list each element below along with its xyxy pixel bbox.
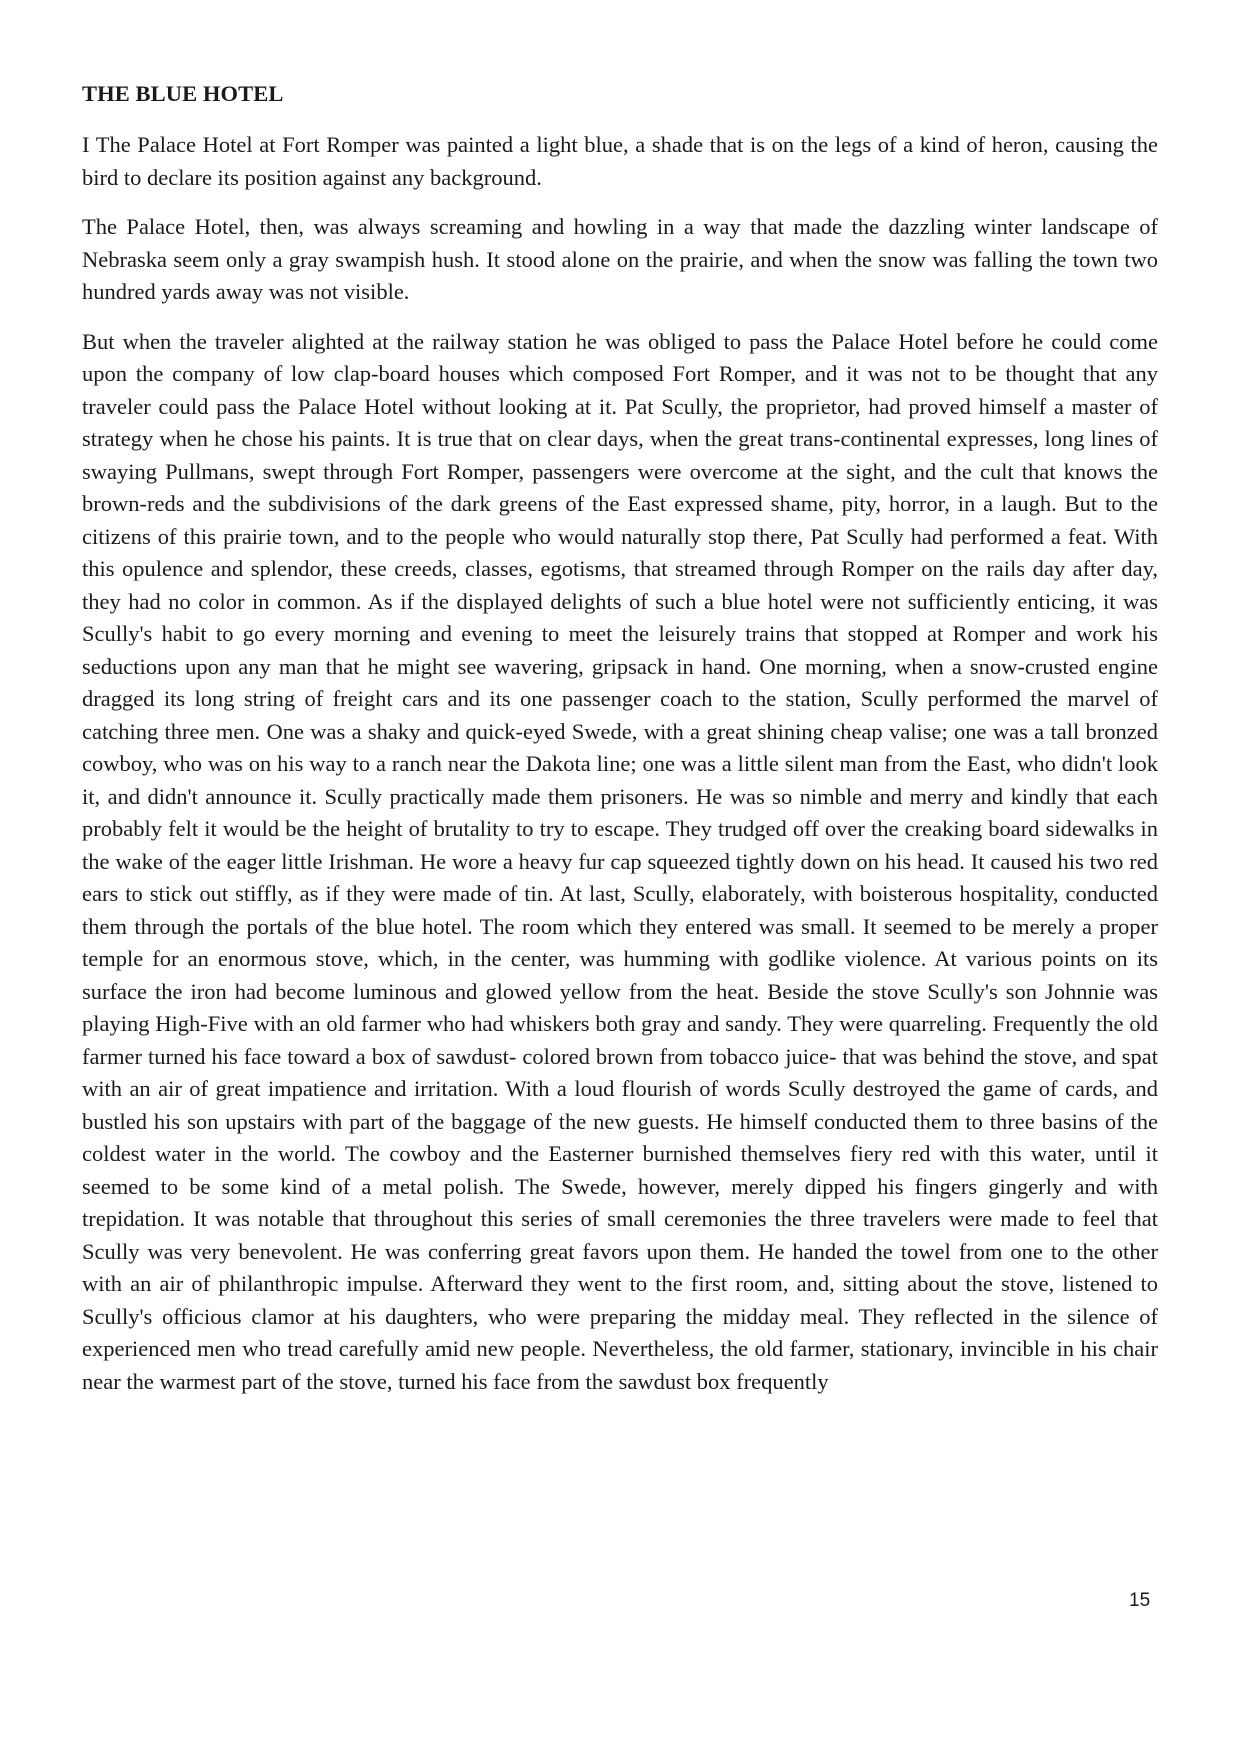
document-title: THE BLUE HOTEL xyxy=(82,81,284,106)
document-page xyxy=(82,80,1158,1415)
paragraph-2: The Palace Hotel, then, was always screaming and howling in a way that made the dazzling winter landscape of Nebraska seem only a gray swampish hush. It stood alone on the prairie, and when the snow was falling the town two hundred yards away was not visible. xyxy=(82,214,1158,304)
paragraph-1: I The Palace Hotel at Fort Romper was painted a light blue, a shade that is on the legs of a kind of heron, causing the bird to declare its position against any background. xyxy=(82,132,1158,190)
paragraph-3: But when the traveler alighted at the railway station he was obliged to pass the Palace Hotel before he could come upon the company of low clap-board houses which composed Fort Romper, and it was not to be thought that any traveler could pass the Palace Hotel without looking at it. Pat Scully, the proprietor, had proved himself a master of strategy when he chose his paints. It is true that on clear days, when the great trans-continental expresses, long lines of swaying Pullmans, swept through Fort Romper, passengers were overcome at the sight, and the cult that knows the brown-reds and the subdivisions of the dark greens of the East expressed shame, pity, horror, in a laugh. But to the citizens of this prairie town, and to the people who would naturally stop there, Pat Scully had performed a feat. With this opulence and splendor, these creeds, classes, egotisms, that streamed through Romper on the rails day after day, they had no color in common. As if the displayed delights of such a blue hotel were not sufficiently enticing, it was Scully's habit to go every morning and evening to meet the leisurely trains that stopped at Romper and work his seductions upon any man that he might see wavering, gripsack in hand. One morning, when a snow-crusted engine dragged its long string of freight cars and its one passenger coach to the station, Scully performed the marvel of catching three men. One was a shaky and quick-eyed Swede, with a great shining cheap valise; one was a tall bronzed cowboy, who was on his way to a ranch near the Dakota line; one was a little silent man from the East, who didn't look it, and didn't announce it. Scully practically made them prisoners. He was so nimble and merry and kindly that each probably felt it would be the height of brutality to try to escape. They trudged off over the creaking board sidewalks in the wake of the eager little Irishman. He wore a heavy fur cap squeezed tightly down on his head. It caused his two red ears to stick out stiffly, as if they were made of tin. At last, Scully, elaborately, with boisterous hospitality, conducted them through the portals of the blue hotel. The room which they entered was small. It seemed to be merely a proper temple for an enormous stove, which, in the center, was humming with godlike violence. At various points on its surface the iron had become luminous and glowed yellow from the heat. Beside the stove Scully's son Johnnie was playing High-Five with an old farmer who had whiskers both gray and sandy. They were quarreling. Frequently the old farmer turned his face toward a box of sawdust- colored brown from tobacco juice- that was behind the stove, and spat with an air of great impatience and irritation. With a loud flourish of words Scully destroyed the game of cards, and bustled his son upstairs with part of the baggage of the new guests. He himself conducted them to three basins of the coldest water in the world. The cowboy and the Easterner burnished themselves fiery red with this water, until it seemed to be some kind of a metal polish. The Swede, however, merely dipped his fingers gingerly and with trepidation. It was notable that throughout this series of small ceremonies the three travelers were made to feel that Scully was very benevolent. He was conferring great favors upon them. He handed the towel from one to the other with an air of philanthropic impulse. Afterward they went to the first room, and, sitting about the stove, listened to Scully's officious clamor at his daughters, who were preparing the midday meal. They reflected in the silence of experienced men who tread carefully amid new people. Nevertheless, the old farmer, stationary, invincible in his chair near the warmest part of the stove, turned his face from the sawdust box frequently xyxy=(82,328,1158,1394)
page-number: 15 xyxy=(1129,1590,1151,1611)
